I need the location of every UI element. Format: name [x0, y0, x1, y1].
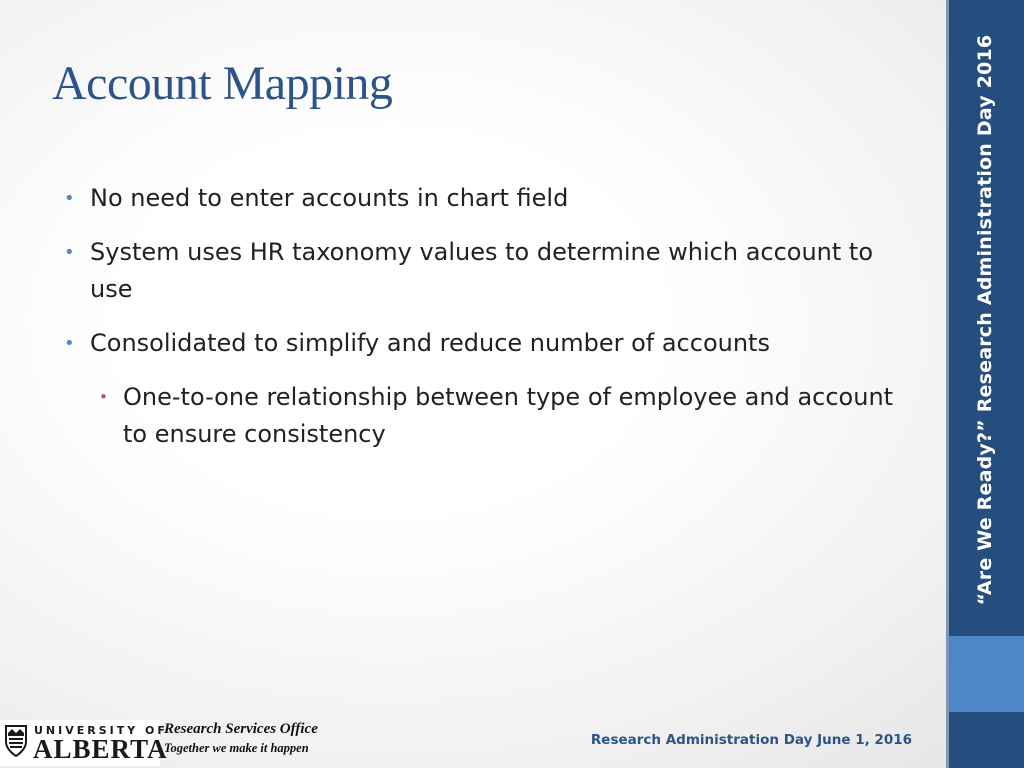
slide-title: Account Mapping — [52, 57, 393, 110]
bullet-item — [62, 180, 922, 217]
bullet-text: Consolidated to simplify and reduce number of accounts — [90, 329, 770, 357]
event-footer: Research Administration Day June 1, 2016 — [590, 732, 912, 748]
bullet-item — [62, 234, 922, 308]
logo-alberta: ALBERTA — [33, 734, 168, 764]
sub-bullet-item — [95, 379, 922, 453]
bullet-text: No need to enter accounts in chart field — [90, 184, 569, 212]
office-tagline: Together we make it happen — [164, 741, 309, 755]
sub-bullet-marker: • — [99, 388, 108, 406]
crest-icon — [4, 724, 28, 758]
bullet-item — [62, 325, 922, 362]
bullet-list — [62, 180, 922, 470]
bullet-text: System uses HR taxonomy values to determine which account to use — [90, 238, 874, 303]
bullet-marker: • — [64, 242, 75, 263]
sub-bullet-text: One-to-one relationship between type of employee and account to ensure consistency — [123, 383, 894, 448]
bullet-marker: • — [64, 188, 75, 209]
office-name: Research Services Office — [164, 721, 318, 737]
logo-university-of: UNIVERSITY OF — [34, 724, 168, 737]
bullet-marker: • — [64, 333, 75, 354]
sidebar-accent-block — [949, 636, 1024, 712]
sidebar-vertical-title: “Are We Ready?” Research Administration Day 2016 — [974, 34, 996, 606]
